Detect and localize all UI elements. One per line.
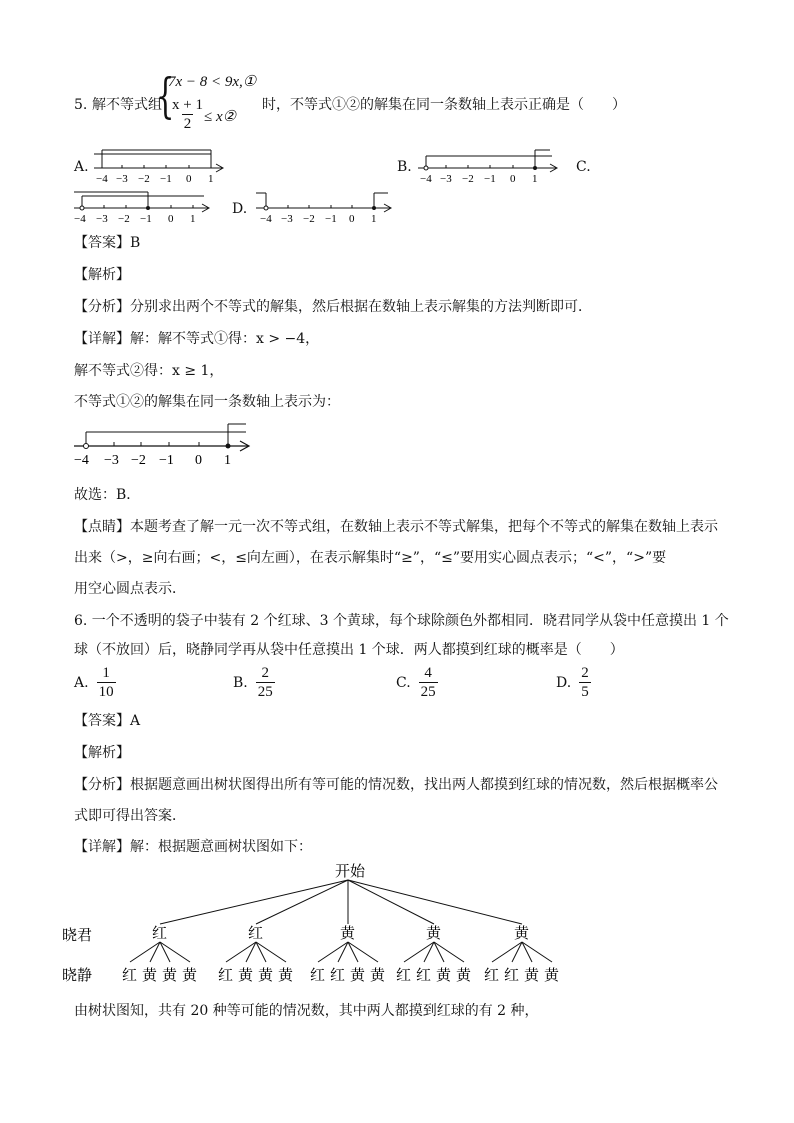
tree-row2-label: 晓静 bbox=[62, 966, 93, 984]
tick-label: −4 bbox=[96, 173, 108, 185]
q6-detail-1: 【详解】解：根据题意画树状图如下： bbox=[74, 839, 312, 855]
q5-fenxi: 【分析】分别求出两个不等式的解集，然后根据在数轴上表示解集的方法判断即可． bbox=[74, 299, 592, 315]
inequality-2-rest: ≤ x② bbox=[204, 109, 237, 125]
svg-text:−1: −1 bbox=[325, 213, 337, 225]
svg-text:−3: −3 bbox=[440, 173, 452, 185]
svg-text:−4: −4 bbox=[420, 173, 432, 185]
option-b-label: B. bbox=[397, 159, 412, 175]
option-d-label: D. bbox=[232, 201, 248, 217]
tree-node-level2: 黄 bbox=[258, 966, 274, 984]
tree-node-level2: 红 bbox=[218, 966, 234, 984]
q5-analysis-heading: 【解析】 bbox=[74, 267, 130, 283]
tree-node-level2: 红 bbox=[330, 966, 346, 984]
q5-conclusion: 故选：B． bbox=[74, 487, 141, 503]
tree-node-level1: 红 bbox=[248, 924, 264, 942]
tick-label: −2 bbox=[138, 173, 150, 185]
tree-node-level2: 红 bbox=[396, 966, 412, 984]
q6-detail-2: 由树状图知，共有 20 种等可能的情况数，其中两人都摸到红球的有 2 种， bbox=[74, 1003, 539, 1019]
svg-text:0: 0 bbox=[349, 213, 355, 225]
tree-node-level2: 红 bbox=[310, 966, 326, 984]
svg-text:−3: −3 bbox=[104, 453, 119, 468]
tree-branch-line bbox=[348, 880, 434, 924]
solution-number-line bbox=[70, 418, 260, 470]
tree-node-level2: 黄 bbox=[278, 966, 294, 984]
tree-root: 开始 bbox=[335, 862, 366, 880]
svg-text:−2: −2 bbox=[131, 453, 146, 468]
svg-text:−3: −3 bbox=[281, 213, 293, 225]
question-5-number: 5. bbox=[74, 97, 88, 113]
question-5-lead: 解不等式组 bbox=[92, 97, 162, 113]
tree-node-level2: 红 bbox=[416, 966, 432, 984]
svg-text:1: 1 bbox=[532, 173, 538, 185]
tree-node-level2: 黄 bbox=[370, 966, 386, 984]
svg-text:−1: −1 bbox=[140, 213, 152, 225]
svg-text:1: 1 bbox=[371, 213, 377, 225]
number-line-d bbox=[252, 188, 397, 228]
q6-fenxi-1: 【分析】根据题意画出树状图得出所有等可能的情况数，找出两人都摸到红球的情况数，然后根据概率公 bbox=[74, 777, 718, 793]
tree-node-level1: 黄 bbox=[514, 924, 530, 942]
q6-line-2: 球（不放回）后，晓静同学再从袋中任意摸出 1 个球．两人都摸到红球的概率是（ ） bbox=[74, 642, 624, 658]
svg-text:−3: −3 bbox=[96, 213, 108, 225]
tree-row1-label: 晓君 bbox=[62, 926, 93, 944]
q5-comment-1: 【点睛】本题考查了解一元一次不等式组，在数轴上表示不等式解集，把每个不等式的解集在数轴上表示 bbox=[74, 519, 718, 535]
tree-node-level2: 黄 bbox=[350, 966, 366, 984]
svg-text:−2: −2 bbox=[303, 213, 315, 225]
tree-node-level2: 黄 bbox=[436, 966, 452, 984]
svg-text:0: 0 bbox=[510, 173, 516, 185]
svg-text:−1: −1 bbox=[484, 173, 496, 185]
tree-node-level2: 红 bbox=[122, 966, 138, 984]
tree-branches bbox=[130, 880, 552, 962]
question-5-text: 时，不等式①②的解集在同一条数轴上表示正确是（ ） bbox=[262, 97, 626, 113]
tree-node-level2: 红 bbox=[504, 966, 520, 984]
svg-text:−1: −1 bbox=[159, 453, 174, 468]
q6-fenxi-2: 式即可得出答案． bbox=[74, 808, 186, 824]
tree-level-1 bbox=[152, 924, 530, 942]
svg-text:1: 1 bbox=[190, 213, 196, 225]
tree-node-level1: 黄 bbox=[340, 924, 356, 942]
q5-answer: 【答案】B bbox=[74, 235, 141, 251]
svg-text:−4: −4 bbox=[74, 453, 89, 468]
tree-branch-line bbox=[160, 880, 348, 924]
tree-diagram bbox=[60, 856, 580, 991]
tick-label: 0 bbox=[186, 173, 192, 185]
q6-option-a: A. $\frac{1}{10}$ bbox=[74, 665, 114, 700]
tree-branch-line bbox=[256, 880, 348, 924]
q5-detail-1: 【详解】解：解不等式①得：x > −4， bbox=[74, 331, 320, 347]
number-line-b bbox=[414, 144, 564, 186]
tree-node-level2: 黄 bbox=[524, 966, 540, 984]
inequality-1: 7x − 8 < 9x,① bbox=[168, 74, 257, 90]
inequality-2-fraction: $\frac{x + 1}{2}$ bbox=[172, 97, 203, 132]
q5-detail-3: 不等式①②的解集在同一条数轴上表示为： bbox=[74, 394, 340, 410]
system-brace: { bbox=[156, 68, 175, 124]
tree-node-level2: 黄 bbox=[456, 966, 472, 984]
tick-label: 1 bbox=[208, 173, 214, 185]
q5-comment-2: 出来（>，≥向右画；<，≤向左画），在表示解集时“≥”，“≤”要用实心圆点表示；“<”，“>”要 bbox=[74, 550, 667, 566]
tree-node-level2: 黄 bbox=[162, 966, 178, 984]
tick-label: −3 bbox=[116, 173, 128, 185]
tree-node-level2: 红 bbox=[484, 966, 500, 984]
svg-text:1: 1 bbox=[224, 453, 231, 468]
tree-node-level2: 黄 bbox=[544, 966, 560, 984]
q5-comment-3: 用空心圆点表示． bbox=[74, 581, 186, 597]
svg-text:−4: −4 bbox=[74, 213, 86, 225]
q6-option-c: C. $\frac{4}{25}$ bbox=[396, 665, 436, 700]
tree-branch-line bbox=[348, 880, 522, 924]
q6-analysis-heading: 【解析】 bbox=[74, 745, 130, 761]
svg-text:−2: −2 bbox=[118, 213, 130, 225]
tree-level-2 bbox=[122, 966, 560, 984]
number-line-c bbox=[70, 188, 215, 228]
svg-text:0: 0 bbox=[168, 213, 174, 225]
tree-node-level2: 黄 bbox=[182, 966, 198, 984]
option-a-label: A. bbox=[74, 159, 89, 175]
q6-line-1: 6. 一个不透明的袋子中装有 2 个红球、3 个黄球，每个球除颜色外都相同．晓君同学从袋中任意摸出 1 个 bbox=[74, 613, 729, 629]
svg-text:0: 0 bbox=[195, 453, 202, 468]
tree-node-level1: 红 bbox=[152, 924, 168, 942]
q6-option-b: B. $\frac{2}{25}$ bbox=[233, 665, 273, 700]
q6-option-d: D. $\frac{2}{5}$ bbox=[556, 665, 589, 700]
option-c-label: C. bbox=[576, 159, 591, 175]
number-line-a bbox=[90, 144, 230, 186]
tick-label: −1 bbox=[160, 173, 172, 185]
svg-text:−4: −4 bbox=[260, 213, 272, 225]
tree-node-level1: 黄 bbox=[426, 924, 442, 942]
svg-text:−2: −2 bbox=[462, 173, 474, 185]
tree-node-level2: 黄 bbox=[238, 966, 254, 984]
tree-node-level2: 黄 bbox=[142, 966, 158, 984]
q6-answer: 【答案】A bbox=[74, 713, 141, 729]
q5-detail-2: 解不等式②得：x ≥ 1， bbox=[74, 363, 224, 379]
